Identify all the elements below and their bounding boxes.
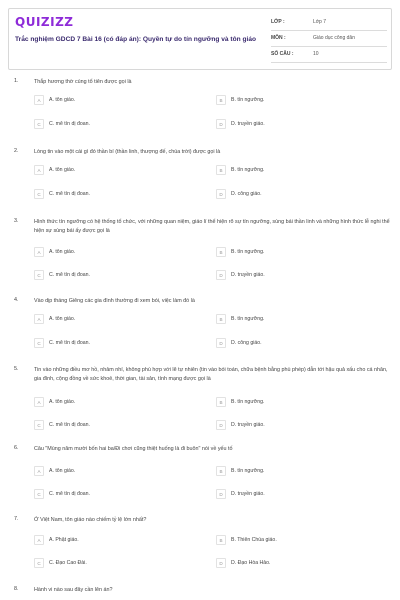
option-c[interactable]	[34, 488, 90, 500]
option-letter: C	[34, 338, 44, 348]
option-a[interactable]	[34, 465, 75, 477]
option-letter: D	[216, 338, 226, 348]
option-text: A. tôn giáo.	[49, 167, 76, 173]
option-c[interactable]	[34, 269, 90, 281]
meta-label: MÔN :	[271, 35, 286, 41]
option-letter: A	[34, 247, 44, 257]
option-letter: D	[216, 489, 226, 499]
option-text: C. mê tín dị đoan.	[49, 121, 90, 127]
option-b[interactable]	[216, 164, 264, 176]
option-letter: D	[216, 420, 226, 430]
question-number: 3.	[14, 218, 19, 224]
option-text: A. tôn giáo.	[49, 249, 76, 255]
option-text: D. công giáo.	[231, 191, 262, 197]
option-letter: A	[34, 314, 44, 324]
option-b[interactable]	[216, 396, 264, 408]
question-text: Ở Việt Nam, tôn giáo nào chiếm tỷ lệ lớn nhất?	[34, 517, 147, 523]
meta-value: 10	[313, 51, 319, 57]
option-text: B. Thiên Chúa giáo.	[231, 537, 277, 543]
option-c[interactable]	[34, 118, 90, 130]
option-c[interactable]	[34, 337, 90, 349]
option-d[interactable]	[216, 419, 265, 431]
option-a[interactable]	[34, 246, 75, 258]
option-text: D. truyền giáo.	[231, 272, 265, 278]
option-b[interactable]	[216, 246, 264, 258]
question-number: 4.	[14, 297, 19, 303]
option-letter: B	[216, 247, 226, 257]
meta-label: LỚP :	[271, 19, 285, 25]
question-number: 5.	[14, 366, 19, 372]
meta-value: Lớp 7	[313, 19, 327, 25]
question-text: Vào dịp tháng Giêng các gia đình thường đi xem bói, việc làm đó là	[34, 298, 195, 304]
option-d[interactable]	[216, 337, 262, 349]
option-d[interactable]	[216, 118, 265, 130]
option-letter: C	[34, 270, 44, 280]
option-letter: B	[216, 397, 226, 407]
option-letter: A	[34, 165, 44, 175]
option-d[interactable]	[216, 488, 265, 500]
option-text: D. công giáo.	[231, 340, 262, 346]
option-text: C. mê tín dị đoan.	[49, 340, 90, 346]
option-a[interactable]	[34, 313, 75, 325]
option-text: C. mê tín dị đoan.	[49, 422, 90, 428]
option-letter: C	[34, 558, 44, 568]
question-text: Câu "Mùng năm mười bốn hai ba/Đi chơi cũng thiệt huống là đi buôn" nói về yếu tố	[34, 446, 233, 452]
option-d[interactable]	[216, 269, 265, 281]
option-a[interactable]	[34, 534, 79, 546]
quizizz-logo: QUIZIZZ	[15, 15, 74, 29]
option-letter: A	[34, 95, 44, 105]
option-letter: C	[34, 189, 44, 199]
meta-row-class	[271, 15, 387, 31]
option-letter: A	[34, 397, 44, 407]
worksheet-meta	[271, 15, 387, 63]
question-number: 7.	[14, 516, 19, 522]
option-letter: B	[216, 314, 226, 324]
option-b[interactable]	[216, 313, 264, 325]
option-text: B. tín ngưỡng.	[231, 97, 265, 103]
option-c[interactable]	[34, 188, 90, 200]
question-text: Hành vi nào sau đây cần lên án?	[34, 587, 113, 593]
meta-row-count	[271, 47, 387, 63]
option-letter: D	[216, 558, 226, 568]
option-d[interactable]	[216, 557, 271, 569]
question-number: 6.	[14, 445, 19, 451]
question-text: Hình thức tín ngưỡng có hệ thống tổ chức, với những quan niệm, giáo lí thể hiện rõ sự tín ngưỡng, sùng bái thần linh và những hình thức lễ nghi thể hiện sự sùng bái ấy được gọi là	[34, 219, 390, 234]
option-text: A. Phật giáo.	[49, 537, 79, 543]
meta-row-subject	[271, 31, 387, 47]
option-letter: D	[216, 119, 226, 129]
question-text: Lòng tin vào một cái gì đó thần bí (thần linh, thượng đế, chúa trời) được gọi là	[34, 149, 221, 155]
option-letter: C	[34, 420, 44, 430]
option-letter: A	[34, 535, 44, 545]
option-text: D. truyền giáo.	[231, 121, 265, 127]
question-number: 2.	[14, 148, 19, 154]
option-letter: D	[216, 270, 226, 280]
option-letter: C	[34, 119, 44, 129]
option-text: D. Đạo Hòa Hảo.	[231, 560, 271, 566]
option-text: B. tín ngưỡng.	[231, 316, 265, 322]
option-a[interactable]	[34, 94, 75, 106]
option-text: B. tín ngưỡng.	[231, 399, 265, 405]
option-c[interactable]	[34, 557, 87, 569]
option-text: C. mê tín dị đoan.	[49, 491, 90, 497]
option-letter: C	[34, 489, 44, 499]
option-text: C. mê tín dị đoan.	[49, 191, 90, 197]
option-text: B. tín ngưỡng.	[231, 167, 265, 173]
option-text: A. tôn giáo.	[49, 399, 76, 405]
option-letter: A	[34, 466, 44, 476]
option-letter: B	[216, 535, 226, 545]
meta-label: SỐ CÂU :	[271, 51, 294, 57]
option-b[interactable]	[216, 465, 264, 477]
option-text: C. Đạo Cao Đài.	[49, 560, 87, 566]
option-letter: B	[216, 95, 226, 105]
option-d[interactable]	[216, 188, 262, 200]
option-b[interactable]	[216, 534, 277, 546]
option-text: C. mê tín dị đoan.	[49, 272, 90, 278]
option-text: A. tôn giáo.	[49, 316, 76, 322]
option-text: D. truyền giáo.	[231, 491, 265, 497]
option-letter: B	[216, 466, 226, 476]
option-letter: B	[216, 165, 226, 175]
option-text: D. truyền giáo.	[231, 422, 265, 428]
question-number: 1.	[14, 78, 19, 84]
option-letter: D	[216, 189, 226, 199]
option-text: A. tôn giáo.	[49, 97, 76, 103]
option-text: A. tôn giáo.	[49, 468, 76, 474]
option-a[interactable]	[34, 164, 75, 176]
question-number: 8.	[14, 586, 19, 592]
worksheet-header	[8, 8, 392, 70]
worksheet-title: Trắc nghiệm GDCD 7 Bài 16 (có đáp án): Quyền tự do tín ngưỡng và tôn giáo	[15, 36, 257, 43]
meta-value: Giáo dục công dân	[313, 35, 355, 41]
option-c[interactable]	[34, 419, 90, 431]
question-text: Thắp hương thờ cúng tổ tiên được gọi là	[34, 79, 132, 85]
question-text: Tin vào những điều mơ hồ, nhảm nhí, không phù hợp với lẽ tự nhiên (tin vào bói toán, chữa bệnh bằng phù phép) dẫn tới hậu quả xấu cho cá nhân, gia đình, cộng đồng về sức khoẻ, thời gian, tài sản, tính mạng được gọi là	[34, 367, 388, 382]
option-a[interactable]	[34, 396, 75, 408]
option-text: B. tín ngưỡng.	[231, 249, 265, 255]
option-b[interactable]	[216, 94, 264, 106]
option-text: B. tín ngưỡng.	[231, 468, 265, 474]
